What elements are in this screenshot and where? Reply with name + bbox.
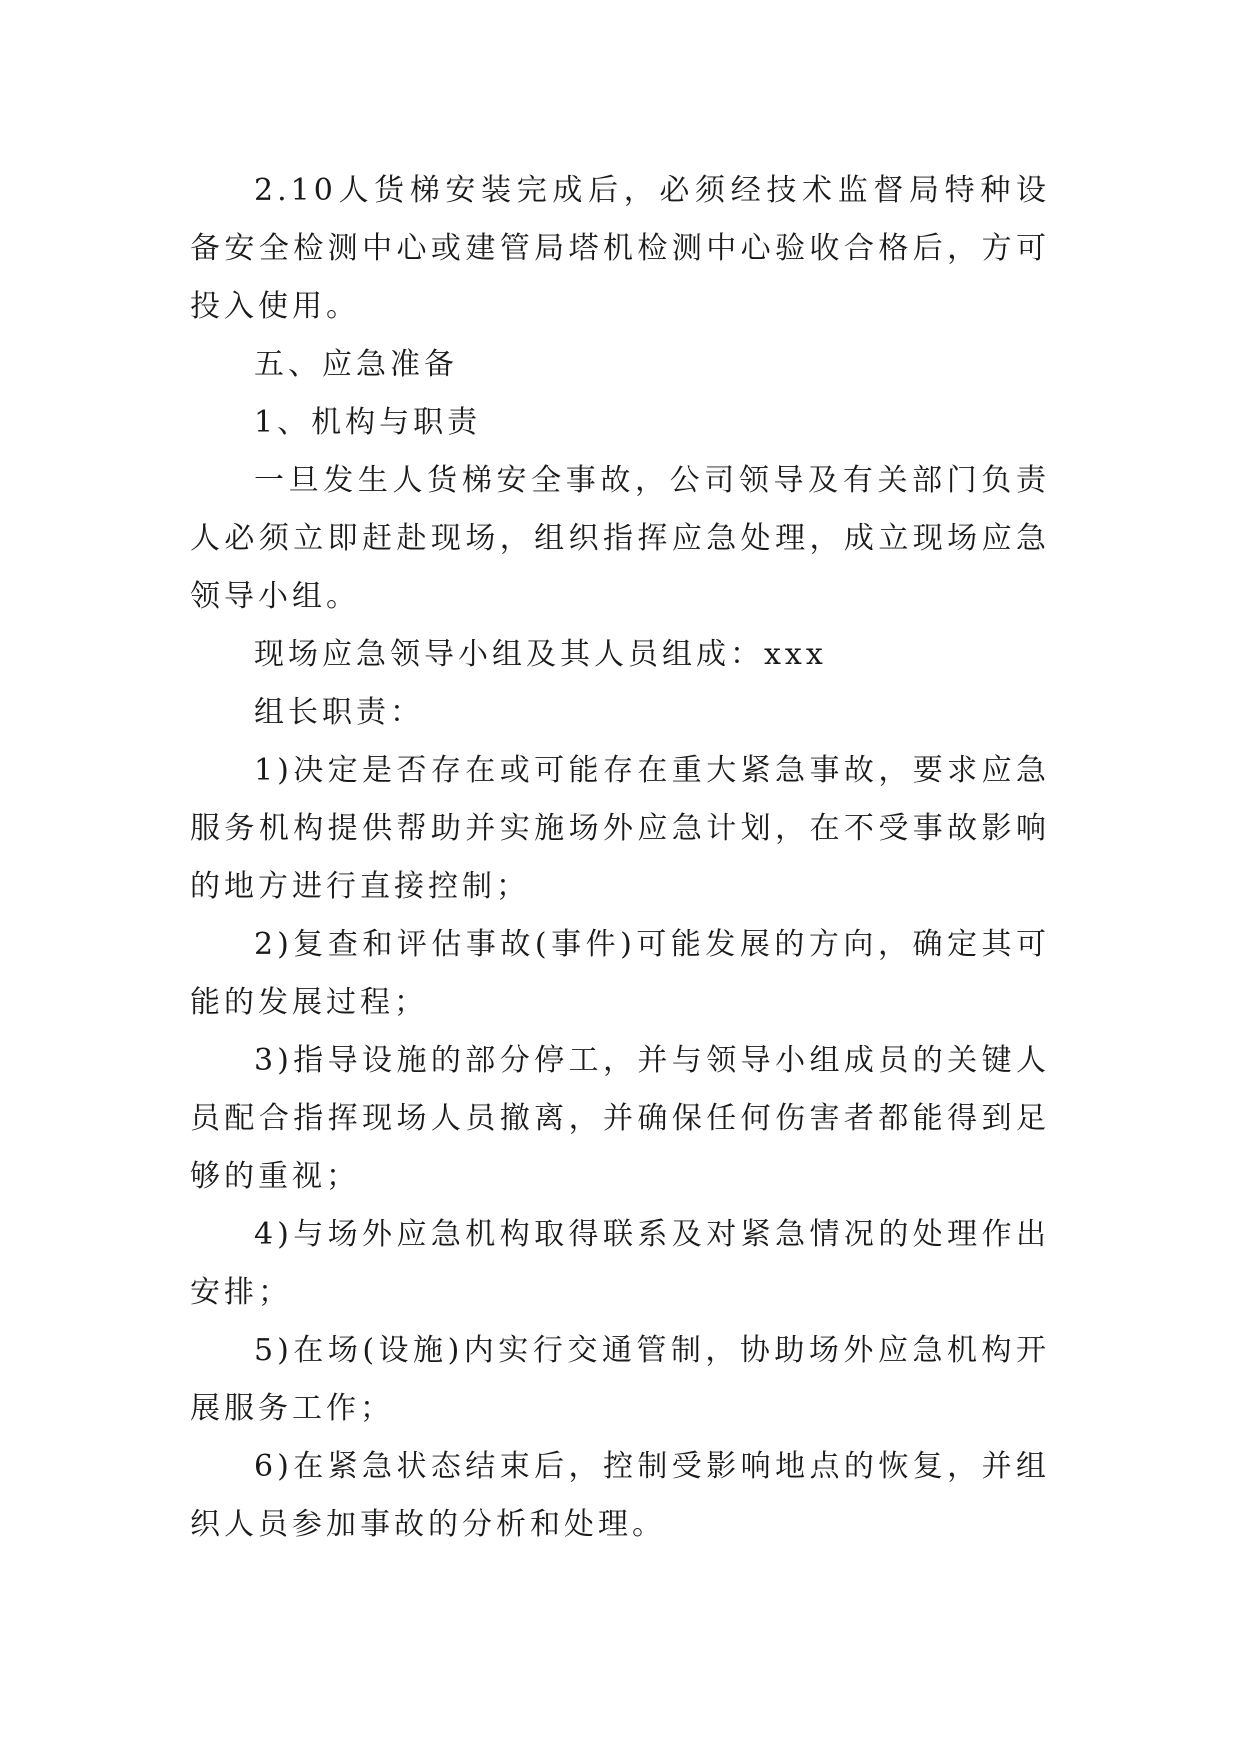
list-item-duty-2: 2)复查和评估事故(事件)可能发展的方向，确定其可能的发展过程； [190, 927, 1050, 1020]
list-item-duty-3: 3)指导设施的部分停工，并与领导小组成员的关键人员配合指挥现场人员撤离，并确保任何伤害者都能得到足够的重视； [190, 1043, 1050, 1194]
list-item-duty-5: 5)在场(设施)内实行交通管制，协助场外应急机构开展服务工作； [190, 1333, 1050, 1426]
subsection-heading-organization-duties: 1、机构与职责 [254, 405, 482, 440]
paragraph-installation-acceptance: 2.10人货梯安装完成后，必须经技术监督局特种设备安全检测中心或建管局塔机检测中心验收合格后，方可投入使用。 [190, 173, 1050, 324]
list-item-duty-1: 1)决定是否存在或可能存在重大紧急事故，要求应急服务机构提供帮助并实施场外应急计划，在不受事故影响的地方进行直接控制； [190, 753, 1050, 904]
section-heading-emergency-preparation: 五、应急准备 [254, 347, 458, 382]
list-item-duty-4: 4)与场外应急机构取得联系及对紧急情况的处理作出安排； [190, 1217, 1050, 1310]
document-body [190, 162, 1050, 1554]
paragraph-accident-response: 一旦发生人货梯安全事故，公司领导及有关部门负责人必须立即赶赴现场，组织指挥应急处理，成立现场应急领导小组。 [190, 463, 1050, 614]
list-item-duty-6: 6)在紧急状态结束后，控制受影响地点的恢复，并组织人员参加事故的分析和处理。 [190, 1449, 1050, 1542]
paragraph-leader-duties-heading: 组长职责： [254, 695, 424, 730]
paragraph-team-members: 现场应急领导小组及其人员组成：xxx [254, 637, 827, 672]
